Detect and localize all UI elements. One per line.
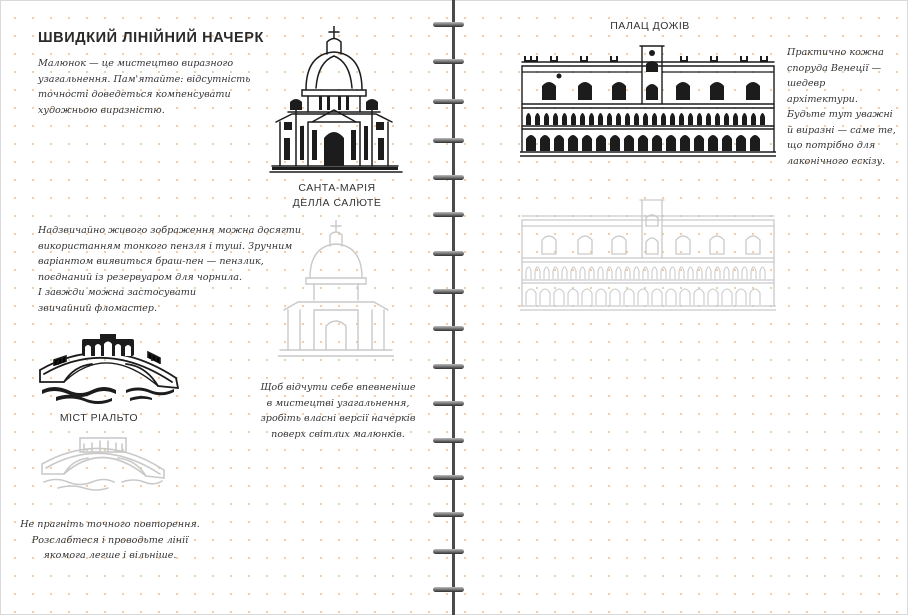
binding-ring — [433, 99, 464, 104]
tools-line: варіантом виявиться браш-пен — пензлик, — [38, 256, 264, 267]
church-note — [258, 380, 418, 442]
santa-maria-della-salute-sketch — [268, 26, 404, 176]
tools-line: використанням тонкого пензля і туші. Зручним — [38, 240, 293, 252]
church-note-line: поверх світлих малюнків. — [271, 428, 405, 440]
binding-ring — [433, 438, 464, 443]
binding-ring — [433, 401, 464, 406]
palace-note — [787, 45, 899, 169]
binding-ring — [433, 289, 464, 294]
binding-ring — [433, 175, 464, 180]
spiral-binding — [446, 0, 464, 615]
palace-note-line: споруда Венеції — — [787, 62, 882, 74]
doges-palace-sketch — [520, 42, 776, 158]
tools-line: звичайний фломастер. — [38, 302, 157, 314]
church-note-line: в мистецтві узагальнення, — [266, 397, 410, 409]
bridge-note-line: Не прагніть точного повторення. — [20, 519, 200, 530]
bridge-note-line: якомога легше і вільніше. — [43, 550, 177, 561]
binding-ring — [433, 138, 464, 143]
palace-note-line: Практично кожна — [787, 47, 884, 58]
intro-line: художньою виразністю. — [38, 104, 165, 116]
bridge-caption: МІСТ РІАЛЬТО — [59, 412, 139, 424]
binding-ring — [433, 212, 464, 217]
intro-line: узагальнення. Пам'ятайте: відсутність — [38, 73, 251, 85]
palace-note-line: й виразні — саме те, — [787, 124, 896, 136]
tools-line: І завжди можна застосувати — [38, 287, 197, 298]
tools-text — [38, 223, 301, 316]
church-note-line: зробіть власні версії начерків — [260, 413, 416, 424]
binding-ring — [433, 587, 464, 592]
tools-line: Надзвичайно живого зображення можна досягти — [38, 225, 302, 236]
intro-line: Малюнок — це мистецтво виразного — [38, 58, 234, 69]
palace-note-line: лаконічного ескізу. — [787, 155, 886, 167]
binding-ring — [433, 475, 464, 480]
rialto-bridge-sketch — [34, 330, 184, 406]
tools-line: поєднаний із резервуаром для чорнила. — [38, 271, 243, 283]
church-caption — [270, 181, 404, 211]
palace-note-line: Будьте тут уважні — [787, 109, 893, 120]
bridge-note-line: Розслабтеся і проводьте лінії — [31, 534, 189, 546]
doges-palace-tracing — [520, 196, 776, 312]
binding-spine — [452, 0, 455, 615]
binding-ring — [433, 22, 464, 27]
santa-maria-della-salute-tracing — [278, 220, 394, 360]
binding-ring — [433, 251, 464, 256]
binding-ring — [433, 549, 464, 554]
bridge-note — [20, 517, 200, 564]
intro-line: точності доведеться компенсувати — [38, 89, 231, 100]
page-title: ШВИДКИЙ ЛІНІЙНИЙ НАЧЕРК — [38, 30, 265, 46]
intro-text — [38, 56, 250, 118]
palace-caption: ПАЛАЦ ДОЖІВ — [610, 20, 690, 32]
palace-note-line: що потрібно для — [787, 140, 876, 151]
binding-ring — [433, 364, 464, 369]
binding-ring — [433, 512, 464, 517]
binding-ring — [433, 59, 464, 64]
palace-note-line: шедевр архітектури. — [787, 78, 858, 105]
binding-ring — [433, 326, 464, 331]
church-caption-line: ДЕЛЛА САЛЮТЕ — [292, 197, 382, 209]
church-caption-line: САНТА-МАРІЯ — [298, 182, 376, 194]
rialto-bridge-tracing — [38, 430, 168, 492]
church-note-line: Щоб відчути себе впевненіше — [260, 382, 416, 393]
